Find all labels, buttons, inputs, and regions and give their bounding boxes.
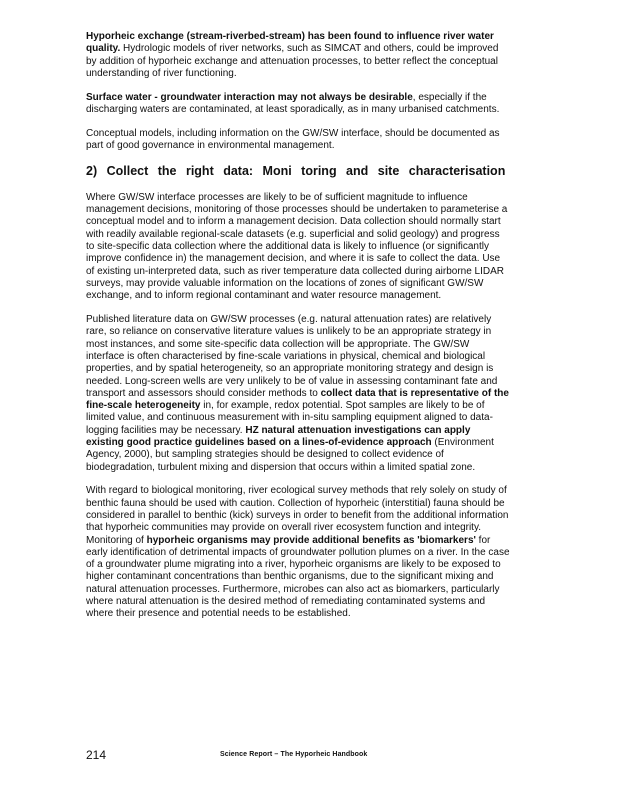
paragraph-hyporheic-exchange: [86, 31, 510, 80]
paragraph-text: Conceptual models, including information on the GW/SW interface, should be documented as part of good governance in environmental management.: [86, 127, 500, 152]
page-body: [86, 31, 510, 632]
paragraph-monitoring: [86, 192, 510, 303]
paragraph-text: (Environment Agency, 2000), but sampling strategies should be designed to collect evidence of biodegradation, turbulent mixing and dispersion that occurs within a limited spatial zone.: [86, 437, 494, 473]
paragraph-literature-data: [86, 314, 510, 474]
paragraph-biological-monitoring: [86, 485, 510, 620]
paragraph-text: , especially if the discharging waters are contaminated, at least sporadically, as in many urbanised catchments.: [86, 91, 500, 115]
bold-key-point: HZ natural attenuation investigations can apply existing good practice guidelines based on a lines-of-evidence approach: [86, 424, 471, 449]
bold-key-point: collect data that is representative of the fine-scale heterogeneity: [86, 387, 509, 412]
paragraph-surface-water-interaction: [86, 92, 510, 117]
paragraph-text: With regard to biological monitoring, river ecological survey methods that rely solely on study of benthic fauna should be used with caution. Collection of hyporheic (interstitial) fauna should be considered in parallel to benthic (kick) surveys in order to benefit from the additional information that hyporheic communities may provide on overall river ecosystem function and integrity. Monitoring of: [86, 485, 509, 546]
footer-title: Science Report – The Hyporheic Handbook: [220, 751, 368, 758]
page-footer: [86, 748, 526, 764]
paragraph-text: in, for example, redox potential. Spot samples are likely to be of limited value, and continuous measurement with in-situ sampling equipment aligned to data-logging facilities may be necessary.: [86, 400, 493, 436]
bold-key-point: Surface water - groundwater interaction may not always be desirable: [86, 91, 413, 103]
paragraph-conceptual-models: [86, 128, 510, 153]
page-number: 214: [86, 748, 107, 762]
bold-key-point: Hyporheic exchange (stream-riverbed-stream) has been found to influence river water quality.: [86, 31, 494, 55]
paragraph-text: for early identification of detrimental impacts of groundwater pollution plumes on a river. In the case of a groundwater plume migrating into a river, hyporheic organisms are likely to be exposed to higher contaminant concentrations than benthic organisms, due to the significant mixing and natural attenuation processes. Furthermore, microbes can also act as biomarkers, particularly where natural attenuation is the desired method of remediating contaminated systems and where their presence and potential needs to be established.: [86, 534, 510, 620]
paragraph-text: Where GW/SW interface processes are likely to be of sufficient magnitude to influence management decisions, monitoring of those processes should be undertaken to parameterise a conceptual model and to inform a management decision. Data collection should normally start with readily available regional-scale datasets (e.g. superficial and solid geology) and progress to site-specific data collection where the additional data is likely to influence (or significantly improve confidence in) the management decision, and where it is safe to collect the data. Use of existing un-interpreted data, such as river temperature data collected during airborne LIDAR surveys, may provide valuable information on the locations of zones of significant GW/SW exchange, and to inform regional contaminant and water resource management.: [86, 191, 508, 302]
bold-key-point: hyporheic organisms may provide additional benefits as 'biomarkers': [146, 534, 476, 546]
paragraph-text: Hydrologic models of river networks, such as SIMCAT and others, could be improved by addition of hyporheic exchange and attenuation processes, to better reflect the conceptual understanding of river functioning.: [86, 43, 499, 79]
paragraph-text: Published literature data on GW/SW processes (e.g. natural attenuation rates) are relatively rare, so reliance on conservative literature values is unlikely to be an appropriate strategy in most instances, and some site-specific data collection will be appropriate. The GW/SW interface is often characterised by fine-scale variations in physical, chemical and biological properties, and by spatial heterogeneity, so an appropriate monitoring strategy and design is needed. Long-screen wells are very unlikely to be of value in assessing contaminant fate and transport and assessors should consider methods to: [86, 314, 498, 399]
section-heading: 2) Collect the right data: Moni toring and site characterisation: [86, 163, 506, 178]
